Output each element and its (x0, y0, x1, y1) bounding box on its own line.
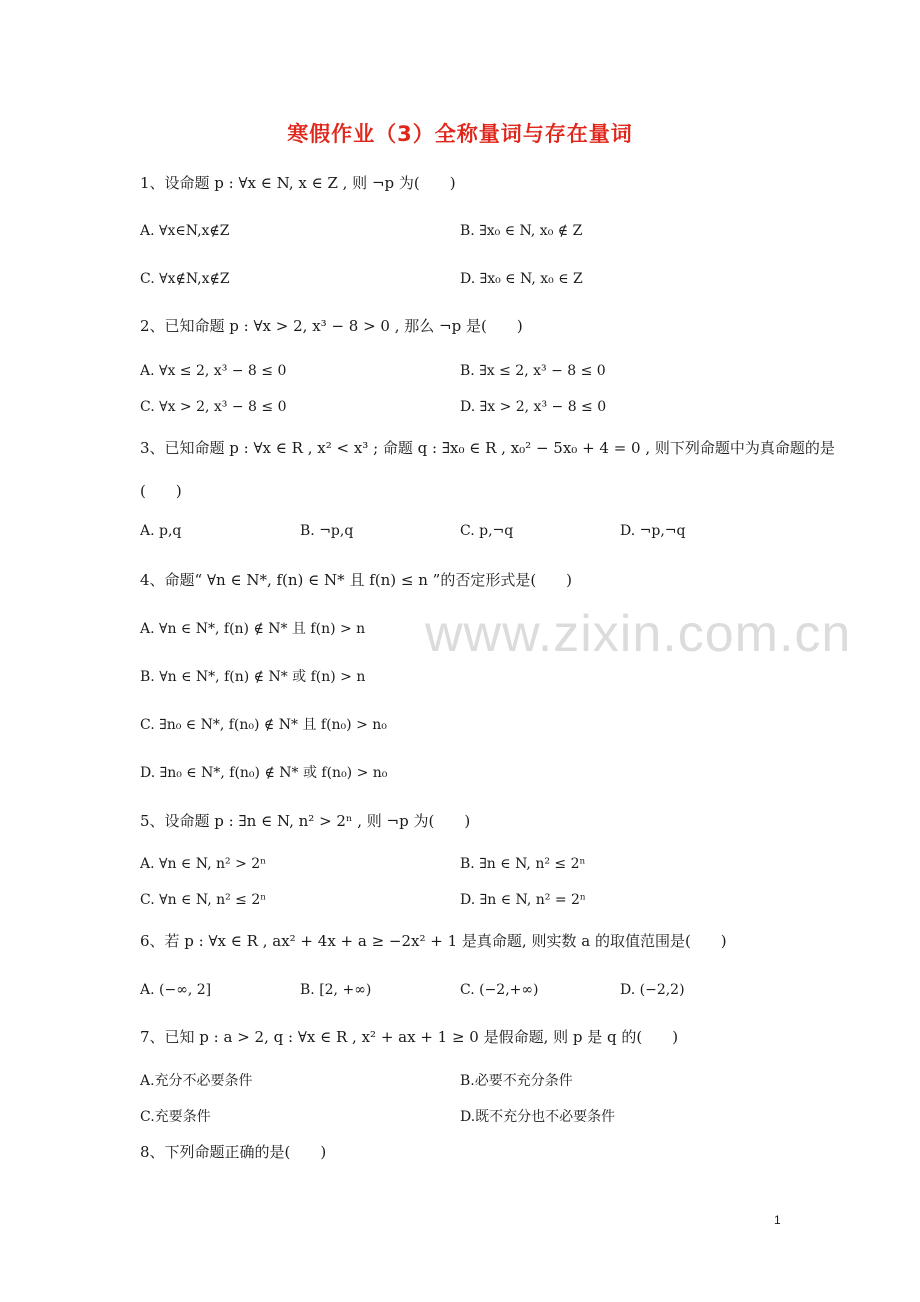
question-3-option-d: D. ¬p,¬q (620, 523, 686, 539)
question-5-stem: 5、设命题 p : ∃n ∈ N, n² > 2ⁿ , 则 ¬p 为( ) (140, 812, 471, 830)
question-5-option-a: A. ∀n ∈ N, n² > 2ⁿ (140, 856, 267, 872)
question-4-option-a: A. ∀n ∈ N*, f(n) ∉ N* 且 f(n) > n (140, 621, 366, 637)
question-5-option-c: C. ∀n ∈ N, n² ≤ 2ⁿ (140, 892, 267, 908)
question-7-option-c: C.充要条件 (140, 1109, 211, 1125)
question-5-option-b: B. ∃n ∈ N, n² ≤ 2ⁿ (460, 856, 586, 872)
question-6-option-d: D. (−2,2) (620, 982, 685, 998)
question-1-option-a: A. ∀x∈N,x∉Z (140, 223, 230, 239)
question-2-stem: 2、已知命题 p : ∀x > 2, x³ − 8 > 0 , 那么 ¬p 是( ) (140, 317, 523, 335)
question-2-option-a: A. ∀x ≤ 2, x³ − 8 ≤ 0 (140, 363, 287, 379)
question-3-option-c: C. p,¬q (460, 523, 514, 539)
question-6-stem: 6、若 p : ∀x ∈ R , ax² + 4x + a ≥ −2x² + 1 是真命题, 则实数 a 的取值范围是( ) (140, 932, 727, 950)
question-4-option-c: C. ∃n₀ ∈ N*, f(n₀) ∉ N* 且 f(n₀) > n₀ (140, 717, 387, 733)
question-8-stem: 8、下列命题正确的是( ) (140, 1143, 327, 1161)
question-6-option-b: B. [2, +∞) (300, 982, 372, 998)
question-3-option-a: A. p,q (140, 523, 182, 539)
question-1-stem: 1、设命题 p : ∀x ∈ N, x ∈ Z , 则 ¬p 为( ) (140, 174, 456, 192)
question-6-option-c: C. (−2,+∞) (460, 982, 539, 998)
question-2-option-c: C. ∀x > 2, x³ − 8 ≤ 0 (140, 399, 287, 415)
question-3-stem: 3、已知命题 p : ∀x ∈ R , x² < x³ ; 命题 q : ∃x₀ ∈ R , x₀² − 5x₀ + 4 = 0 , 则下列命题中为真命题的是 (140, 439, 835, 457)
question-1-option-d: D. ∃x₀ ∈ N, x₀ ∈ Z (460, 271, 583, 287)
question-1-option-b: B. ∃x₀ ∈ N, x₀ ∉ Z (460, 223, 583, 239)
question-3-option-b: B. ¬p,q (300, 523, 354, 539)
question-7-stem: 7、已知 p : a > 2, q : ∀x ∈ R , x² + ax + 1 ≥ 0 是假命题, 则 p 是 q 的( ) (140, 1028, 679, 1046)
question-1-option-c: C. ∀x∉N,x∉Z (140, 271, 230, 287)
question-5-option-d: D. ∃n ∈ N, n² = 2ⁿ (460, 892, 586, 908)
question-2-option-b: B. ∃x ≤ 2, x³ − 8 ≤ 0 (460, 363, 606, 379)
question-7-option-a: A.充分不必要条件 (140, 1073, 253, 1089)
document-title: 寒假作业（3）全称量词与存在量词 (287, 122, 633, 146)
question-7-option-b: B.必要不充分条件 (460, 1073, 573, 1089)
question-7-option-d: D.既不充分也不必要条件 (460, 1109, 616, 1125)
question-4-option-b: B. ∀n ∈ N*, f(n) ∉ N* 或 f(n) > n (140, 669, 366, 685)
page-number: 1 (774, 1213, 781, 1227)
watermark: www.zixin.com.cn (425, 605, 852, 663)
question-6-option-a: A. (−∞, 2] (140, 982, 212, 998)
question-3-stem-continued: ( ) (140, 482, 182, 500)
question-4-stem: 4、命题“ ∀n ∈ N*, f(n) ∈ N* 且 f(n) ≤ n ”的否定形式是( ) (140, 571, 573, 589)
question-4-option-d: D. ∃n₀ ∈ N*, f(n₀) ∉ N* 或 f(n₀) > n₀ (140, 765, 388, 781)
question-2-option-d: D. ∃x > 2, x³ − 8 ≤ 0 (460, 399, 607, 415)
